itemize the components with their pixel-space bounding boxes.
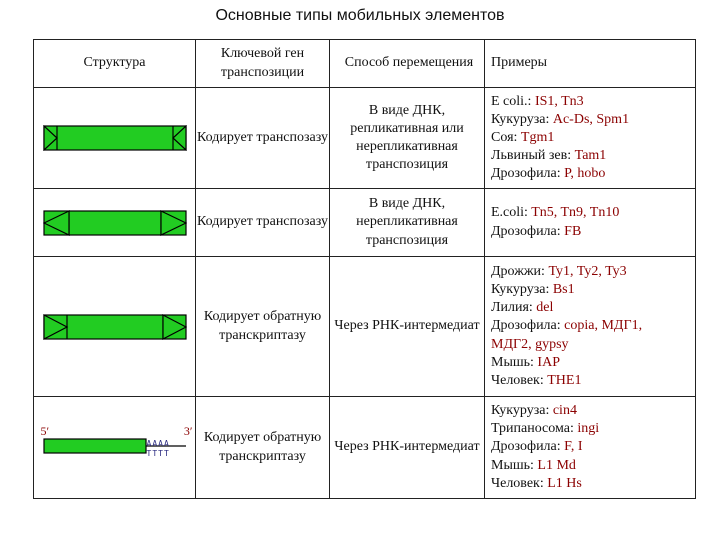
transposon-inverted-repeats-icon [43,125,187,151]
example-line: Кукуруза: Ac-Ds, Spm1 [491,111,630,127]
header-method: Способ перемещения [330,40,485,88]
method-cell: В виде ДНК, репликативная или нерепликативная транспозиция [330,88,485,189]
example-line: Кукуруза: cin4 [491,403,577,419]
gene-cell: Кодирует транспозазу [196,189,330,257]
example-line: E.coli: Tn5, Tn9, Tn10 [491,205,620,221]
page-title: Основные типы мобильных элементов [215,7,505,24]
table-header-row [34,40,696,88]
three-prime-label: 3′ [183,423,193,438]
header-structure: Структура [34,40,196,88]
method-cell: В виде ДНК, нерепликативная транспозиция [330,189,485,257]
structure-cell [34,257,196,397]
example-line: Дрожжи: Ty1, Ty2, Ty3 [491,263,627,279]
example-line: Дрозофила: P, hobo [491,166,606,182]
examples-cell [485,257,696,397]
example-line: Лилия: del [491,300,554,316]
table-row [34,397,696,499]
example-line: МДГ2, gypsy [491,336,569,352]
example-line: Мышь: L1 Md [491,457,576,473]
method-cell: Через РНК-интермедиат [330,257,485,397]
examples-cell [485,189,696,257]
example-line: Соя: Tgm1 [491,129,555,145]
polyT-label: TTTT [146,448,170,458]
structure-cell [34,189,196,257]
mobile-elements-table [33,39,696,499]
example-line: Кукуруза: Bs1 [491,282,575,298]
method-cell: Через РНК-интермедиат [330,397,485,499]
example-line: Человек: L1 Hs [491,475,582,491]
gene-cell: Кодирует транспозазу [196,88,330,189]
example-line: Человек: THE1 [491,372,582,388]
structure-cell [34,397,196,499]
example-line: Дрозофила: copia, МДГ1, [491,318,643,334]
header-examples: Примеры [485,40,696,88]
examples-cell [485,397,696,499]
structure-cell [34,88,196,189]
example-line: E coli.: IS1, Tn3 [491,93,584,109]
table-row [34,189,696,257]
composite-transposon-icon [43,210,187,236]
gene-cell: Кодирует обратную транскриптазу [196,397,330,499]
table-row [34,257,696,397]
ltr-retrotransposon-icon [43,314,187,340]
example-line: Мышь: IAP [491,354,560,370]
example-line: Трипаносома: ingi [491,421,600,437]
example-line: Дрозофила: F, I [491,439,583,455]
table-row [34,88,696,189]
examples-cell [485,88,696,189]
non-ltr-retrotransposon-icon [40,423,193,468]
polyA-label: AAAA [146,438,170,448]
example-line: Львиный зев: Tam1 [491,148,607,164]
header-gene: Ключевой ген транспозиции [196,40,330,88]
five-prime-label: 5′ [40,423,50,438]
gene-cell: Кодирует обратную транскриптазу [196,257,330,397]
example-line: Дрозофила: FB [491,223,582,239]
